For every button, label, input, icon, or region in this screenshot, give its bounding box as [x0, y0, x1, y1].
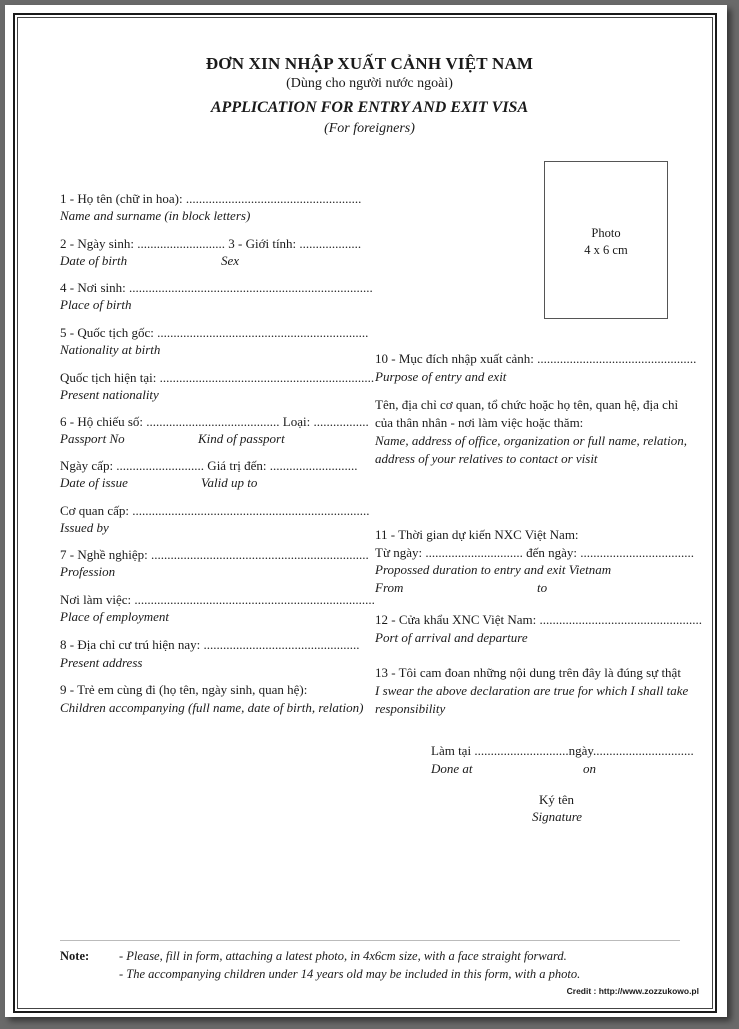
note-line-1: - Please, fill in form, attaching a latest photo, in 4x6cm size, with a face straight forward.: [119, 949, 567, 963]
field-pob-vi[interactable]: 4 - Nơi sinh: ...........................................................................: [60, 280, 373, 295]
field-passport-vi[interactable]: 6 - Hộ chiếu số: ......................................... Loại: .................: [60, 414, 369, 429]
field-purpose-en: Purpose of entry and exit: [375, 369, 507, 384]
field-duration-en: Propossed duration to entry and exit Vietnam: [375, 562, 612, 577]
field-passport-kind-en: Kind of passport: [198, 431, 285, 446]
field-valid-en: Valid up to: [201, 475, 258, 490]
footer-divider: [60, 940, 680, 941]
photo-size: 4 x 6 cm: [584, 243, 628, 257]
field-purpose-vi[interactable]: 10 - Mục đích nhập xuất cảnh: .................................................: [375, 351, 697, 366]
field-to-en: to: [537, 580, 548, 595]
field-contact-vi-1: Tên, địa chỉ cơ quan, tổ chức hoặc họ tên, quan hệ, địa chỉ: [375, 397, 679, 412]
field-dob-en: Date of birth: [60, 253, 128, 268]
field-sex-en: Sex: [221, 253, 240, 268]
declaration-en-2: responsibility: [375, 701, 446, 716]
subtitle-vi: (Dùng cho người nước ngoài): [286, 76, 453, 91]
field-nationality-birth-vi[interactable]: 5 - Quốc tịch gốc: .................................................................: [60, 325, 369, 340]
note-line-2: - The accompanying children under 14 years old may be included in this form, with a photo.: [119, 967, 581, 981]
photo-label: Photo: [591, 226, 621, 240]
note-label: Note:: [60, 949, 90, 963]
field-duration-dates-vi[interactable]: Từ ngày: .............................. đến ngày: ...................................: [375, 545, 695, 560]
done-at-en: Done at: [431, 761, 473, 776]
field-duration-vi: 11 - Thời gian dự kiến NXC Việt Nam:: [375, 527, 579, 542]
signature-en: Signature: [532, 809, 583, 824]
signature-vi[interactable]: Ký tên: [539, 792, 575, 807]
declaration-vi: 13 - Tôi cam đoan những nội dung trên đây là đúng sự thật: [375, 665, 681, 680]
field-issue-date-vi[interactable]: Ngày cấp: ........................... Giá trị đến: ...........................: [60, 458, 358, 473]
field-name-en: Name and surname (in block letters): [60, 208, 251, 223]
credit-link[interactable]: Credit : http://www.zozzukowo.pl: [566, 986, 699, 996]
on-en: on: [583, 761, 596, 776]
field-children-en: Children accompanying (full name, date of birth, relation): [60, 700, 364, 715]
field-address-en: Present address: [60, 655, 143, 670]
field-name-vi[interactable]: 1 - Họ tên (chữ in hoa): ......................................................: [60, 191, 362, 206]
field-contact-en-1: Name, address of office, organization or full name, relation,: [375, 433, 687, 448]
photo-box[interactable]: [544, 161, 668, 319]
field-nationality-present-en: Present nationality: [60, 387, 159, 402]
field-profession-vi[interactable]: 7 - Nghề nghiệp: ...................................................................: [60, 547, 369, 562]
declaration-en-1: I swear the above declaration are true for which I shall take: [375, 683, 689, 698]
field-from-en: From: [375, 580, 404, 595]
field-dob-sex-vi[interactable]: 2 - Ngày sinh: ........................... 3 - Giới tính: ...................: [60, 236, 362, 251]
field-contact-en-2: address of your relatives to contact or visit: [375, 451, 598, 466]
field-nationality-birth-en: Nationality at birth: [60, 342, 161, 357]
title-en: APPLICATION FOR ENTRY AND EXIT VISA: [210, 99, 529, 116]
subtitle-en: (For foreigners): [324, 121, 415, 136]
done-at-vi[interactable]: Làm tại .............................ngày...............................: [431, 743, 694, 758]
field-pob-en: Place of birth: [60, 297, 132, 312]
field-passport-en: Passport No: [60, 431, 125, 446]
field-issued-by-en: Issued by: [60, 520, 109, 535]
field-issued-by-vi[interactable]: Cơ quan cấp: .........................................................................: [60, 503, 370, 518]
field-contact-vi-2: của thân nhân - nơi làm việc hoặc thăm:: [375, 415, 584, 430]
field-employment-vi[interactable]: Nơi làm việc: ..........................................................................: [60, 592, 375, 607]
field-profession-en: Profession: [60, 564, 116, 579]
field-address-vi[interactable]: 8 - Địa chỉ cư trú hiện nay: ................................................: [60, 637, 360, 652]
field-port-vi[interactable]: 12 - Cửa khẩu XNC Việt Nam: ..................................................: [375, 612, 703, 627]
field-port-en: Port of arrival and departure: [375, 630, 528, 645]
title-vi: ĐƠN XIN NHẬP XUẤT CẢNH VIỆT NAM: [205, 54, 534, 73]
field-issue-date-en: Date of issue: [60, 475, 128, 490]
field-employment-en: Place of employment: [60, 609, 170, 624]
field-children-vi[interactable]: 9 - Trẻ em cùng đi (họ tên, ngày sinh, quan hệ):: [60, 682, 308, 697]
field-nationality-present-vi[interactable]: Quốc tịch hiện tại: ..................................................................: [60, 370, 375, 385]
